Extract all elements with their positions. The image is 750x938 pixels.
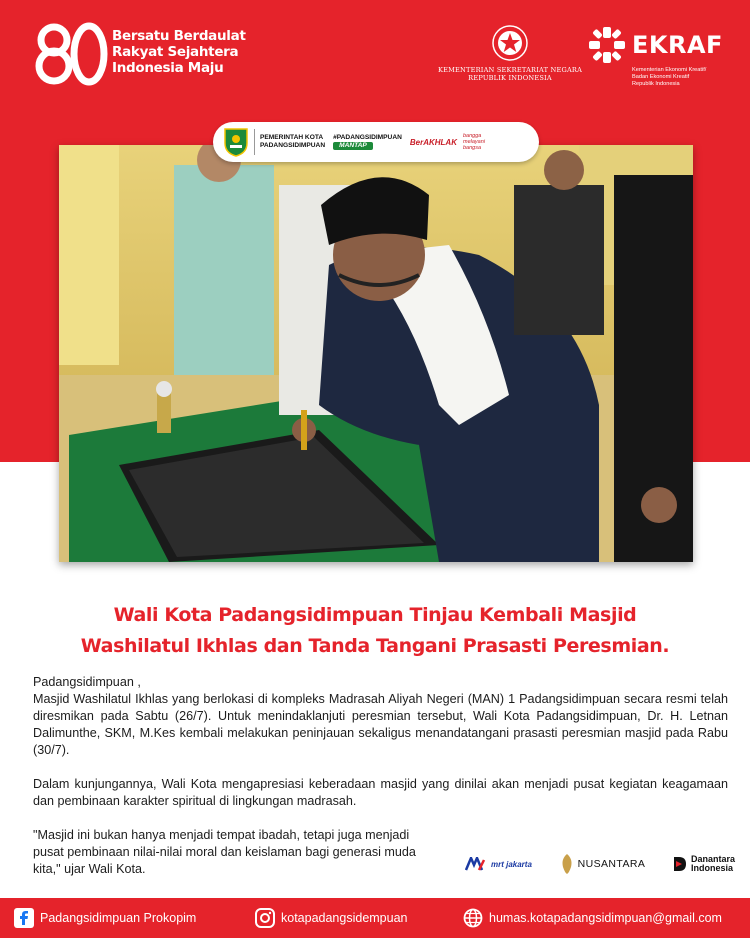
mrt-icon xyxy=(465,857,487,871)
city-label-line: PEMERINTAH KOTA xyxy=(260,134,324,141)
instagram-icon xyxy=(255,908,275,928)
city-government-label xyxy=(260,134,325,150)
article-location: Padangsidimpuan , xyxy=(33,675,141,689)
mantap-hashtag xyxy=(333,134,402,150)
kemensetneg-emblem-icon xyxy=(491,24,529,62)
news-headline xyxy=(0,600,750,662)
anniversary-80-logo xyxy=(34,22,108,86)
slogan xyxy=(112,28,246,76)
photo-illustration xyxy=(59,145,693,562)
danantara-line: Indonesia xyxy=(690,863,733,873)
facebook-icon xyxy=(14,908,34,928)
hashtag-text: #PADANGSIDIMPUAN xyxy=(333,134,402,141)
ekraf-sub-line: Kementerian Ekonomi Kreatif/ xyxy=(632,67,707,73)
headline-line: Washilatul Ikhlas dan Tanda Tangani Prasasti Peresmian. xyxy=(80,635,670,657)
article-paragraph: Dalam kunjungannya, Wali Kota mengapresiasi keberadaan masjid yang dinilai akan menjadi pusat kegiatan keagamaan dan pembinaan karakter spiritual di lingkungan madrasah. xyxy=(33,777,728,808)
city-crest-icon xyxy=(223,127,249,157)
mrt-name: mrt jakarta xyxy=(491,859,532,869)
kemensetneg-country: REPUBLIK INDONESIA xyxy=(468,74,552,82)
city-label-line: PADANGSIDIMPUAN xyxy=(260,142,326,149)
bangga-line: bangsa xyxy=(462,145,482,151)
pill-divider xyxy=(254,129,255,155)
article-quote: "Masjid ini bukan hanya menjadi tempat ibadah, tetapi juga menjadi pusat pembinaan nilai-nilai moral dan keislaman bagi generasi muda kita," ujar Wali Kota. xyxy=(33,828,416,876)
facebook-handle: Padangsidimpuan Prokopim xyxy=(40,911,197,925)
slogan-line: Bersatu Berdaulat xyxy=(112,28,246,44)
ekraf-subtitle xyxy=(632,67,723,88)
footer-email[interactable] xyxy=(463,908,722,928)
bangga-line: melayani xyxy=(462,139,485,145)
footer-facebook[interactable] xyxy=(14,908,196,928)
ekraf-name: EKRAF xyxy=(632,31,723,59)
ekraf-flower-icon xyxy=(588,26,626,64)
footer-bar xyxy=(0,898,750,938)
news-photo xyxy=(59,145,693,562)
kemensetneg-name: KEMENTERIAN SEKRETARIAT NEGARA xyxy=(437,66,583,74)
ekraf-sub-line: Badan Ekonomi Kreatif xyxy=(632,74,690,80)
ekraf-sub-line: Republik Indonesia xyxy=(632,81,680,87)
berakhlak-logo: BerAKHLAK xyxy=(409,137,457,147)
government-branding-pill xyxy=(213,122,539,162)
slogan-line: Indonesia Maju xyxy=(112,60,224,76)
bangga-melayani-logo xyxy=(463,133,485,151)
instagram-handle: kotapadangsidempuan xyxy=(281,911,408,925)
sponsor-logos xyxy=(465,850,735,878)
danantara-logo xyxy=(673,855,735,873)
danantara-d-icon xyxy=(673,856,687,872)
globe-icon xyxy=(463,908,483,928)
article-paragraph: Masjid Washilatul Ikhlas yang berlokasi di kompleks Madrasah Aliyah Negeri (MAN) 1 Padangsidimpuan secara resmi telah diresmikan pada Sabtu (26/7). Untuk menindaklanjuti peresmian tersebut, Wali Kota Padangsidimpuan, Dr. H. Letnan Dalimunthe, SKM, M.Kes kembali melakukan peninjauan sekaligus menandatangani prasasti peresmian masjid pada Rabu (30/7). xyxy=(33,692,728,757)
mantap-badge: MANTAP xyxy=(333,142,373,150)
nusantara-name: NUSANTARA xyxy=(577,858,646,870)
nusantara-emblem-icon xyxy=(560,853,574,875)
bangga-line: bangga xyxy=(462,133,482,139)
ekraf-logo xyxy=(588,26,723,88)
article-body xyxy=(33,674,728,878)
nusantara-logo xyxy=(560,853,646,875)
danantara-line: Danantara xyxy=(690,854,735,864)
email-address: humas.kotapadangsidimpuan@gmail.com xyxy=(489,911,722,925)
slogan-line: Rakyat Sejahtera xyxy=(112,44,239,60)
headline-line: Wali Kota Padangsidimpuan Tinjau Kembali Masjid xyxy=(113,604,637,626)
mrt-jakarta-logo xyxy=(465,857,532,871)
kemensetneg-logo xyxy=(430,24,590,82)
footer-instagram[interactable] xyxy=(255,908,408,928)
danantara-name xyxy=(691,855,735,873)
